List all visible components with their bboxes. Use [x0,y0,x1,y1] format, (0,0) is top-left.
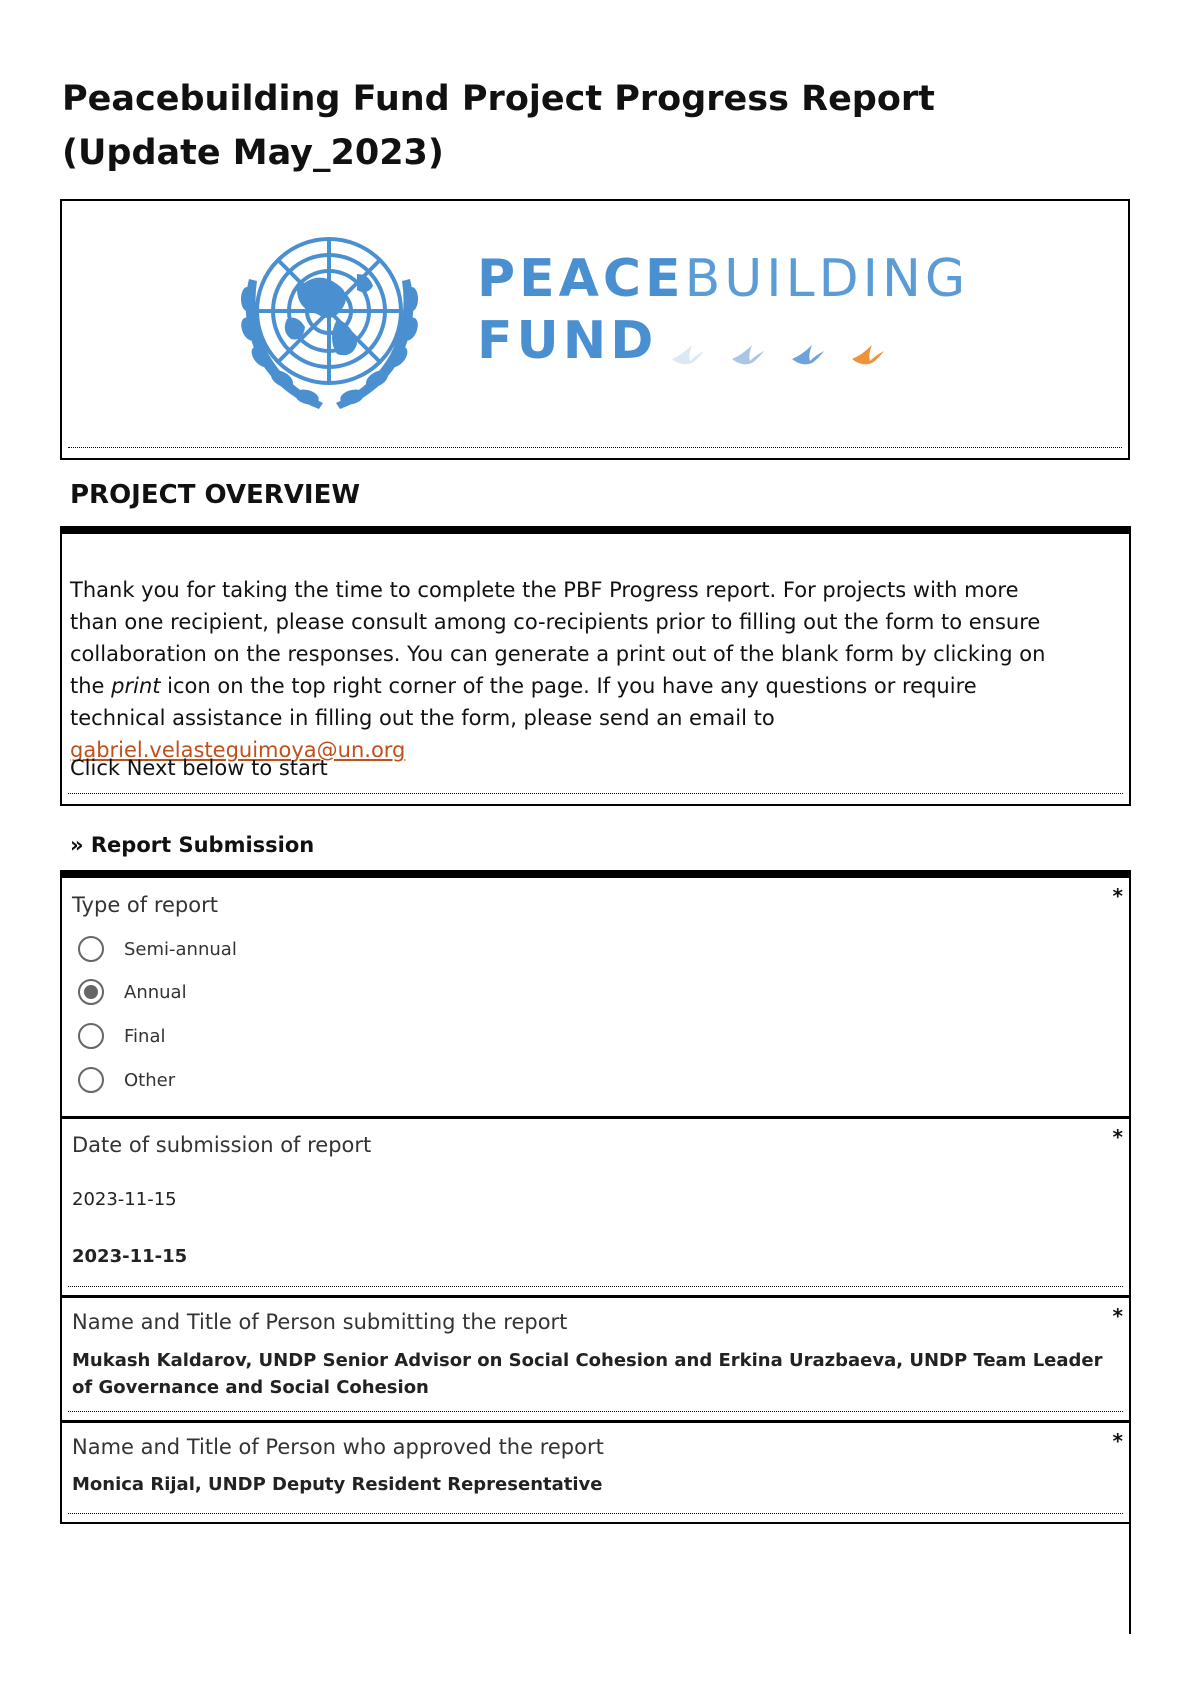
radio-button-annual[interactable] [78,979,104,1005]
required-marker: * [1112,884,1123,908]
question-submitter [60,1298,1131,1420]
support-email-link[interactable]: gabriel.velasteguimoya@un.org [70,738,406,762]
section-rule [60,870,1131,878]
dotted-divider [68,1411,1123,1412]
overview-instructions [70,574,1070,766]
type-of-report-label: Type of report [72,893,218,917]
radio-label-semi-annual: Semi-annual [124,938,237,960]
radio-option-annual[interactable] [78,976,187,1008]
date-of-submission-label: Date of submission of report [72,1133,372,1157]
dotted-divider [68,447,1122,448]
dotted-divider [68,1513,1123,1514]
overview-text-part2: icon on the top right corner of the page. If you have any questions or require technical assistance in filling out the form, please send an email to [70,674,977,730]
radio-button-other[interactable] [78,1067,104,1093]
submitter-answer: Mukash Kaldarov, UNDP Senior Advisor on Social Cohesion and Erkina Urazbaeva, UNDP Team Leader of Governance and Social Cohesion [72,1350,1103,1398]
panel-rule [60,1522,1131,1524]
project-overview-panel [60,526,1131,806]
radio-label-final: Final [124,1025,166,1047]
page-title: Peacebuilding Fund Project Progress Report (Update May_2023) [62,79,935,173]
doves-icon [652,319,952,369]
logo-wordmark-line2: FUND [477,311,658,371]
question-approver [60,1423,1131,1522]
un-emblem-icon [227,219,432,419]
dotted-divider [68,1286,1123,1287]
radio-button-final[interactable] [78,1023,104,1049]
question-type-of-report [60,878,1131,1116]
radio-option-other[interactable] [78,1064,175,1096]
date-of-submission-answer: 2023-11-15 [72,1246,188,1267]
logo-banner [60,199,1130,460]
radio-option-semi-annual[interactable] [78,933,237,965]
date-of-submission-value: 2023-11-15 [72,1189,177,1210]
approver-answer: Monica Rijal, UNDP Deputy Resident Representative [72,1474,603,1495]
radio-label-other: Other [124,1069,176,1091]
submitter-label: Name and Title of Person submitting the report [72,1310,568,1334]
logo-wordmark-line1 [477,249,969,309]
dotted-divider [68,793,1123,794]
radio-label-annual: Annual [124,981,187,1003]
required-marker: * [1112,1429,1123,1453]
radio-button-semi-annual[interactable] [78,936,104,962]
print-word: print [111,674,161,698]
section-heading-report-submission: » Report Submission [70,833,315,857]
required-marker: * [1112,1304,1123,1328]
question-date-of-submission [60,1119,1131,1295]
required-marker: * [1112,1125,1123,1149]
overview-text-part1: Thank you for taking the time to complete the PBF Progress report. For projects with more than one recipient, please consult among co-recipients prior to filling out the form to ensure collaboration on the responses. You can generate a print out of the blank form by clicking on the [70,578,1046,698]
logo-word-building: BUILDING [684,249,970,309]
start-instruction: Click Next below to start [70,756,328,780]
section-heading-project-overview: PROJECT OVERVIEW [70,480,361,510]
page-border-line [1129,1524,1131,1634]
logo-word-peace: PEACE [477,249,685,309]
approver-label: Name and Title of Person who approved the report [72,1435,604,1459]
radio-option-final[interactable] [78,1020,165,1052]
